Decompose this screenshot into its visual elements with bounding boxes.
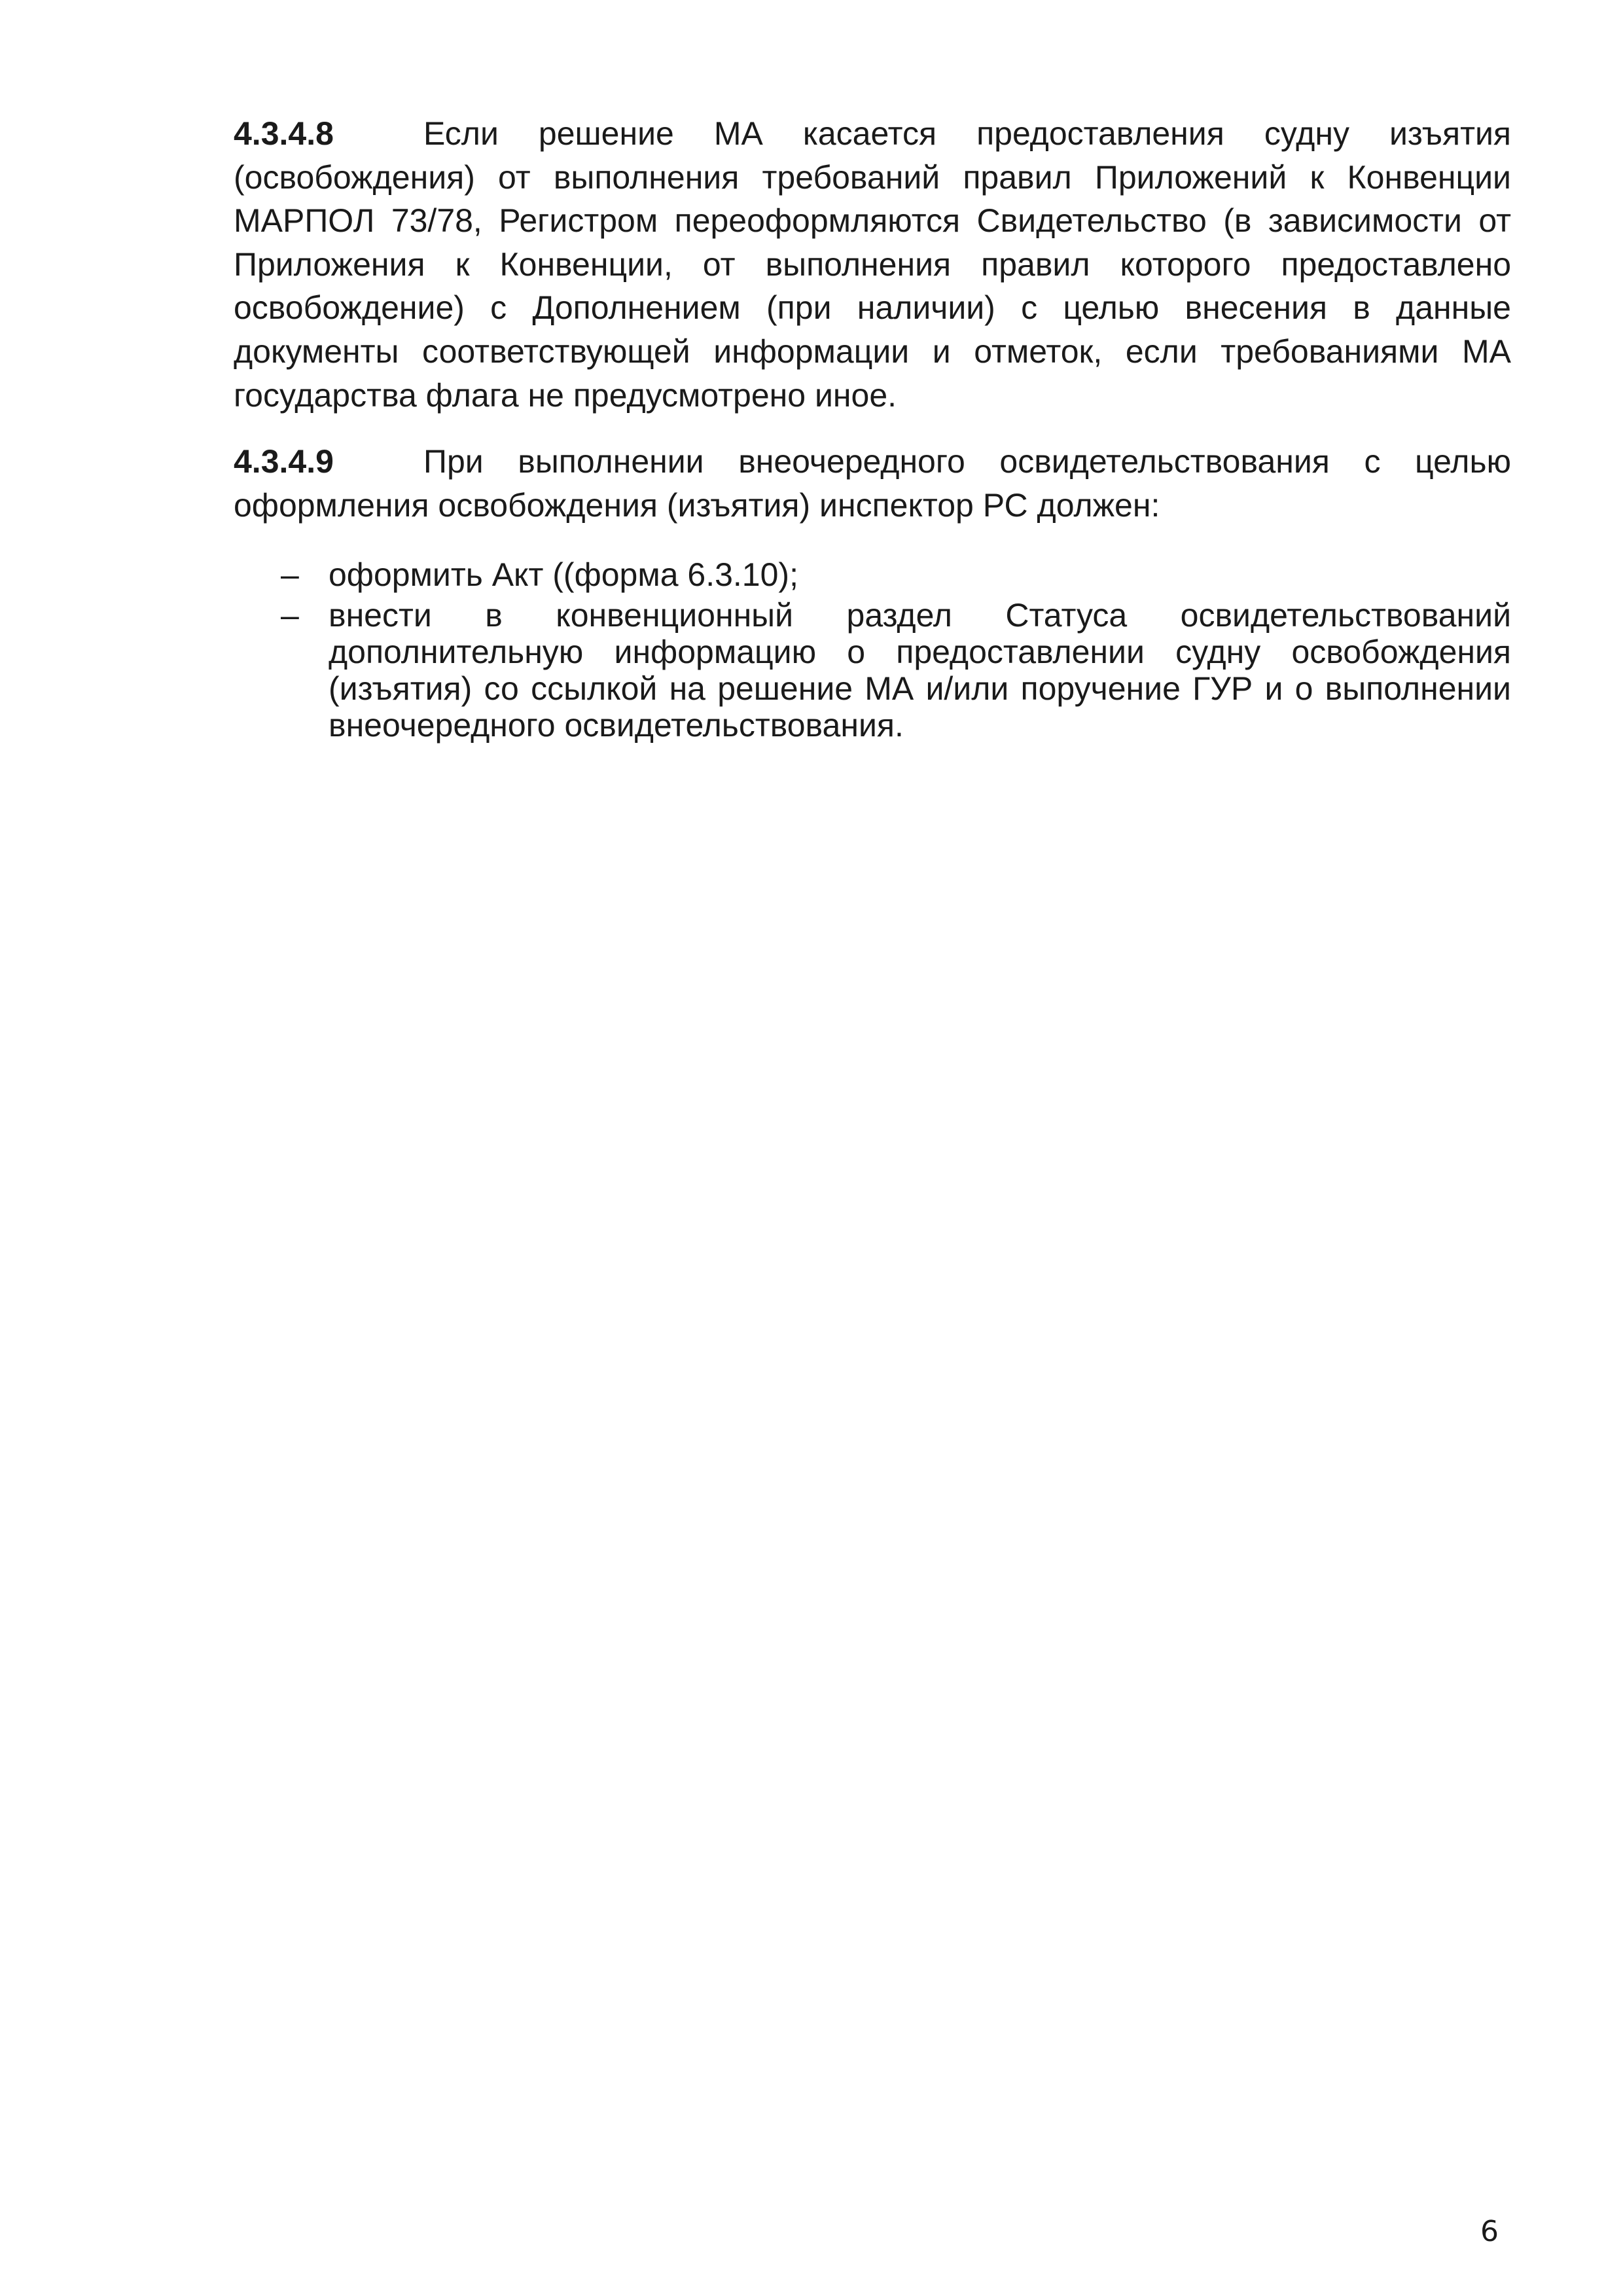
paragraph-4-3-4-9 <box>234 440 1511 527</box>
list-dash-marker: – <box>281 556 299 593</box>
list-item-text: оформить Акт ((форма 6.3.10); <box>329 556 798 593</box>
section-number: 4.3.4.9 <box>234 443 334 480</box>
paragraph-4-3-4-8 <box>234 112 1511 417</box>
list-item <box>234 597 1511 744</box>
paragraph-text: При выполнении внеочередного освидетельствования с целью оформления освобождения (изъятия) инспектор РС должен: <box>234 443 1511 524</box>
page-number: 6 <box>1480 2215 1499 2248</box>
paragraph-text: Если решение МА касается предоставления судну изъятия (освобождения) от выполнения требований правил Приложений к Конвенции МАРПОЛ 73/78, Регистром переоформляются Свидетельство (в зависимости от Приложения к Конвенции, от выполнения правил которого предоставлено освобождение) с Дополнением (при наличии) с целью внесения в данные документы соответствующей информации и отметок, если требованиями МА государства флага не предусмотрено иное. <box>234 115 1511 414</box>
list-item <box>234 556 1511 593</box>
list-item-text: внести в конвенционный раздел Статуса освидетельствований дополнительную информацию о предоставлении судну освобождения (изъятия) со ссылкой на решение МА и/или поручение ГУР и о выполнении внеочередного освидетельствования. <box>329 597 1511 744</box>
requirements-list <box>234 556 1511 744</box>
section-number: 4.3.4.8 <box>234 115 334 152</box>
list-dash-marker: – <box>281 597 299 634</box>
